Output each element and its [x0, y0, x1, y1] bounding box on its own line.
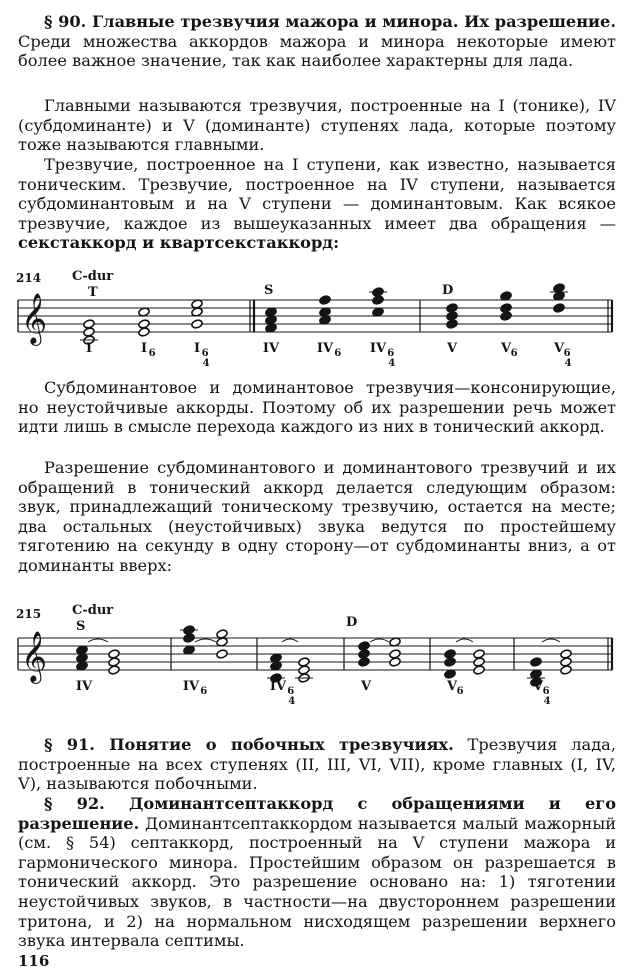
chord-degree-numeral: V [446, 679, 458, 694]
chord-inversion-figure: 6 [201, 348, 209, 359]
function-label: D [442, 283, 454, 298]
voice-leading-tie [195, 639, 216, 642]
key-label: C-dur [72, 269, 114, 284]
paragraph-consonant: Субдоминантовое и доминантовое трезвучия—консонирующие, но неустойчивые аккорды. Поэтому об их разрешении речь может идти лишь в смысле перехода каждого из них в тонический аккорд. [18, 378, 616, 437]
note-head [389, 649, 401, 659]
chord-degree-numeral: V [553, 341, 565, 356]
voice-leading-tie [370, 639, 389, 642]
note-head [191, 319, 203, 329]
voice-leading-tie [542, 639, 560, 642]
chord-degree-numeral: IV [369, 341, 387, 356]
chord-label [270, 679, 295, 707]
paragraph-main-triads: Главными называются трезвучия, построенные на I (тонике), IV (субдоминанте) и V (доминанте) ступенях лада, которые поэтому тоже называются главными. [18, 96, 616, 155]
chord-label [194, 341, 210, 368]
function-label: D [346, 615, 358, 630]
chord-label [370, 341, 395, 368]
example-number: 215 [16, 607, 42, 621]
section-91 [18, 735, 616, 794]
note-head [216, 649, 228, 659]
section-90-heading: § 90. Главные трезвучия мажора и минора. Их разрешение. [44, 12, 616, 31]
chord-inversion-figure-lower: 4 [388, 358, 396, 368]
voice-leading-tie [282, 639, 298, 642]
chord-inversion-figure: 6 [287, 686, 295, 697]
chord-degree-numeral: IV [262, 341, 280, 356]
music-example-215 [14, 600, 618, 710]
paragraph-tonic-text: Трезвучие, построенное на I ступени, как известно, называется тоническим. Трезвучие, построенное на IV ступени, называется субдоминантовым и на V ступени — доминантовым. Как всякое трезвучие, каждое из вышеуказанных имеет два обращения — [18, 155, 616, 233]
key-label: C-dur [72, 603, 114, 618]
chord-degree-numeral: IV [316, 341, 334, 356]
section-92-heading: § 92. Доминантсептаккорд с обращениями и его разрешение. [18, 794, 616, 833]
chord-inversion-figure: 6 [200, 686, 208, 697]
voice-leading-tie [456, 639, 473, 642]
note-head [298, 657, 310, 667]
section-90-text: Среди множества аккордов мажора и минора некоторые имеют более важное значение, так как наиболее характерны для лада. [18, 31, 616, 71]
chord-label [446, 341, 458, 356]
chord-label [500, 341, 518, 359]
chord-degree-numeral: IV [75, 679, 93, 694]
section-92-text: Доминантсептаккордом называется малый мажорный (см. § 54) септаккорд, построенный на V ступени мажора и гармонического минора. Простейшим образом он разрешается в тонический аккорд. Это разрешение основано на: 1) тяготении неустойчивых звуков, в частности—на двустороннем разрешении тритона, и 2) на нормальном нисходящем разрешении верхнего звука интервала септимы. [18, 813, 616, 951]
chord-degree-numeral: V [532, 679, 544, 694]
chord-degree-numeral: IV [269, 679, 287, 694]
chord-inversion-figure: 6 [456, 686, 464, 697]
note-head [530, 657, 542, 667]
chord-inversion-figure-lower: 4 [288, 696, 296, 707]
chord-inversion-figure: 6 [563, 348, 571, 359]
chord-label [360, 679, 372, 694]
music-example-214 [14, 268, 618, 368]
note-head [138, 319, 150, 329]
note-head [358, 641, 370, 651]
note-head [553, 303, 565, 313]
treble-clef-icon: 𝄞 [21, 293, 48, 344]
paragraph-resolution: Разрешение субдоминантового и доминантового трезвучий и их обращений в тонический аккорд делается следующим образом: звук, принадлежащий тоническому трезвучию, остается на месте; два остальных (неустойчивых) звука ведутся по простейшему тяготению на секунду в одну сторону—от субдоминанты вниз, а от доминанты вверх: [18, 458, 616, 575]
note-head [319, 295, 331, 305]
chord-label [141, 341, 156, 359]
chord-inversion-figure: 6 [334, 348, 342, 359]
function-label: S [264, 283, 274, 298]
paragraph-tonic-terms: секстаккорд и квартсекстаккорд: [18, 233, 340, 253]
note-head [444, 649, 456, 659]
chord-label [532, 679, 551, 707]
section-91-heading: § 91. Понятие о побочных трезвучиях. [44, 735, 454, 754]
chord-inversion-figure: 6 [148, 348, 156, 359]
chord-label [446, 679, 464, 697]
chord-label [263, 341, 280, 356]
note-head [83, 319, 95, 329]
chord-label [76, 679, 93, 694]
chord-inversion-figure: 6 [387, 348, 395, 359]
chord-inversion-figure: 6 [542, 686, 550, 697]
chord-inversion-figure: 6 [510, 348, 518, 359]
section-91-text: Трезвучия лада, построенные на всех ступенях (II, III, VI, VII), кроме главных (I, IV, V), называются побочными. [18, 735, 616, 794]
chord-degree-numeral: I [193, 341, 201, 356]
chord-degree-numeral: IV [182, 679, 200, 694]
chord-label [86, 341, 92, 356]
section-90 [18, 12, 616, 71]
chord-inversion-figure-lower: 4 [564, 358, 572, 368]
paragraph-tonic [18, 155, 616, 253]
chord-degree-numeral: V [500, 341, 512, 356]
example-number: 214 [16, 271, 42, 285]
note-head [108, 649, 120, 659]
chord-label [553, 341, 572, 368]
page-number: 116 [18, 952, 50, 970]
note-head [500, 303, 512, 313]
note-head [560, 649, 572, 659]
music-example-214-score [14, 268, 618, 368]
function-label: T [88, 285, 98, 300]
chord-degree-numeral: V [360, 679, 372, 694]
chord-inversion-figure-lower: 4 [202, 358, 210, 368]
note-head [473, 649, 485, 659]
chord-label [183, 679, 207, 697]
chord-inversion-figure-lower: 4 [543, 696, 551, 707]
chord-degree-numeral: V [446, 341, 458, 356]
function-label: S [76, 619, 86, 634]
voice-leading-tie [88, 639, 108, 642]
chord-degree-numeral: I [140, 341, 148, 356]
music-example-215-score [14, 600, 618, 710]
section-92 [18, 794, 616, 951]
chord-degree-numeral: I [85, 341, 93, 356]
chord-label [317, 341, 341, 359]
note-head [446, 303, 458, 313]
treble-clef-icon: 𝄞 [21, 631, 48, 682]
